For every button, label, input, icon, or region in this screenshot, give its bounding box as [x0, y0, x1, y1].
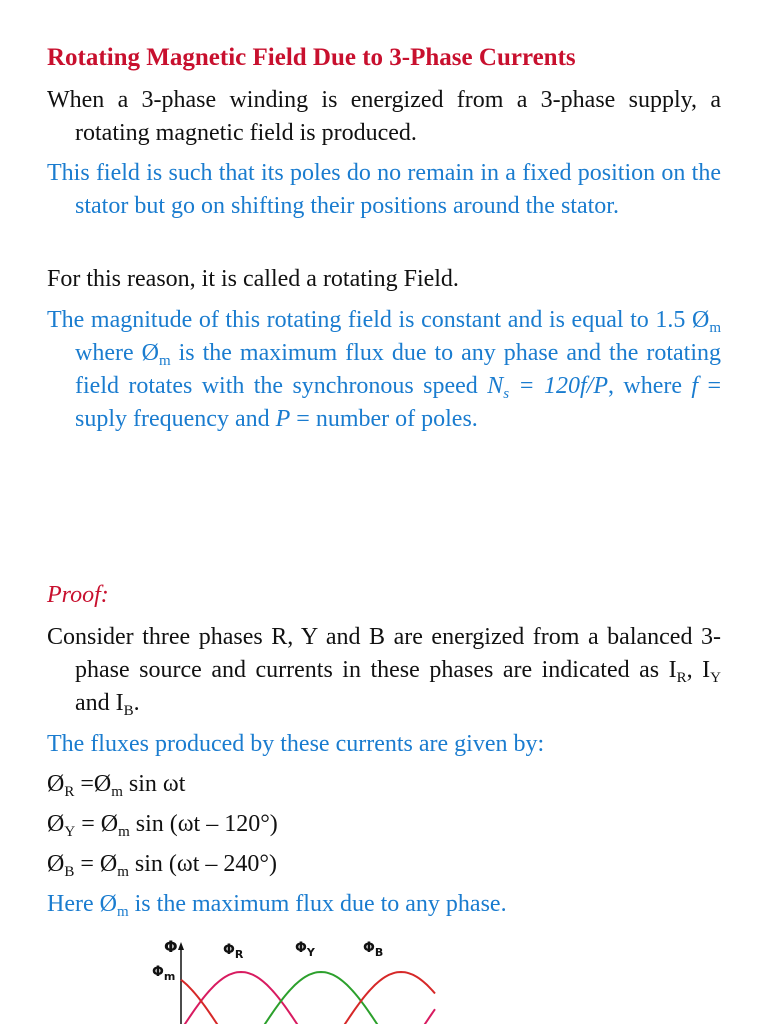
equation-phi-y: [47, 808, 278, 841]
label-main: Φ: [223, 942, 235, 958]
equation-phi-r: [47, 768, 185, 801]
text-run: and I: [75, 690, 124, 716]
phi-m-sub: m: [163, 970, 176, 983]
paragraph-field-poles: This field is such that its poles do no remain in a fixed position on the stator but go on shifting their positions around the stator.: [47, 160, 721, 219]
subscript: m: [117, 864, 129, 880]
paragraph-fluxes: The fluxes produced by these currents are given by:: [47, 731, 545, 757]
label-phi-y: [295, 940, 316, 959]
subscript: R: [676, 670, 687, 686]
subscript: R: [64, 784, 75, 800]
subscript: Y: [710, 670, 721, 686]
subscript: Y: [64, 824, 76, 840]
phi-m-main: Φ: [152, 964, 164, 980]
subscript: m: [116, 904, 129, 920]
y-axis-label: Φ: [164, 937, 178, 956]
text-run: sin ωt: [122, 771, 186, 797]
proof-heading: Proof:: [47, 582, 109, 608]
paragraph-consider: [47, 621, 721, 720]
label-sub: Y: [306, 946, 315, 959]
y-axis-arrow: [178, 942, 184, 950]
flux-waveform-figure: [135, 930, 515, 1024]
equation-phi-b: [47, 848, 277, 881]
text-run: = Ø: [74, 851, 118, 877]
page-title: Rotating Magnetic Field Due to 3-Phase Currents: [47, 44, 576, 71]
phase-curves: [181, 972, 435, 1024]
label-sub: B: [374, 946, 384, 959]
text-run: .: [133, 690, 140, 716]
p-symbol: P: [275, 406, 291, 432]
label-phi-r: [223, 942, 244, 961]
paragraph-reason: For this reason, it is called a rotating Field.: [47, 266, 459, 292]
paragraph-energized: When a 3-phase winding is energized from a 3-phase supply, a rotating magnetic field is produced.: [47, 87, 721, 146]
text-run: Ø: [47, 771, 65, 797]
phi-m-label: [152, 964, 175, 983]
text-run: is the maximum flux due to any phase.: [128, 891, 507, 917]
text-run: Ø: [47, 811, 65, 837]
curve-phi-b: [181, 972, 435, 1024]
curve-phi-y: [181, 972, 435, 1024]
subscript: m: [111, 784, 123, 800]
text-run: = suply frequency and: [75, 373, 721, 432]
text-run: , I: [686, 657, 711, 683]
label-phi-b: [363, 940, 383, 959]
text-run: sin (ωt – 240°): [128, 851, 277, 877]
text-run: , where: [608, 373, 692, 399]
text-run: Consider three phases R, Y and B are energized from a balanced 3-phase source and currents in these phases are indicated as I: [47, 624, 721, 683]
paragraph-here-phi-m: [47, 888, 507, 921]
text-run: The magnitude of this rotating field is constant and is equal to 1.5 Ø: [47, 307, 710, 333]
paragraph-magnitude: [47, 304, 721, 436]
text-run: = number of poles.: [290, 406, 478, 432]
speed-formula: = 120f/P: [509, 373, 608, 399]
subscript: m: [118, 824, 130, 840]
subscript: B: [123, 703, 134, 719]
ns-symbol: N: [487, 373, 504, 399]
text-run: =Ø: [74, 771, 112, 797]
text-run: where Ø: [75, 340, 159, 366]
label-sub: R: [234, 948, 244, 961]
f-symbol: f: [691, 373, 699, 399]
text-run: Ø: [47, 851, 65, 877]
subscript: s: [503, 386, 510, 402]
subscript: m: [158, 353, 171, 369]
curve-phi-r: [181, 972, 435, 1024]
text-run: = Ø: [75, 811, 119, 837]
text-run: sin (ωt – 120°): [129, 811, 278, 837]
subscript: B: [64, 864, 75, 880]
subscript: m: [709, 320, 721, 336]
label-main: Φ: [363, 940, 375, 956]
text-run: is the maximum flux due to any phase and the rotating field rotates with the synchronous speed: [75, 340, 721, 399]
text-run: Here Ø: [47, 891, 117, 917]
label-main: Φ: [295, 940, 307, 956]
